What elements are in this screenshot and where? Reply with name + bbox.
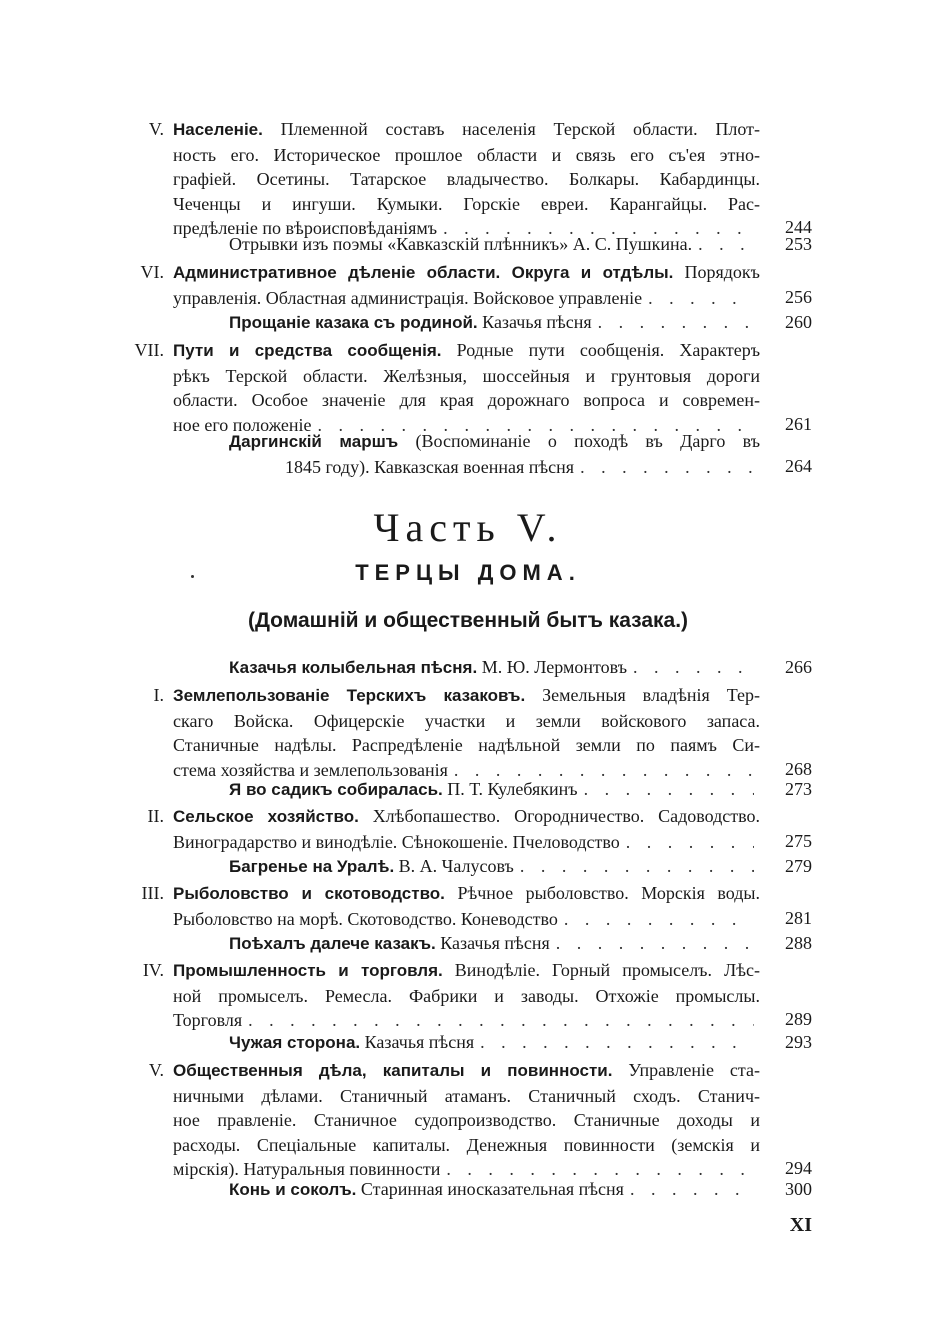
entry-line <box>173 683 760 709</box>
entry-line <box>173 117 760 143</box>
page-number: 289 <box>785 1009 812 1029</box>
dot-leader <box>648 286 754 311</box>
section-subtitle: (Домашній и общественный бытъ казака.) <box>247 609 689 632</box>
entry-line <box>229 777 760 803</box>
entry-line <box>173 984 760 1009</box>
entry-line-text: Племенной составъ населенія Терской области. Плот- <box>280 119 760 139</box>
page-number: 275 <box>785 830 812 851</box>
entry-heading: Землепользованіе Терскихъ казаковъ. <box>173 686 526 705</box>
entry-line-text: (Воспоминаніе о походѣ въ Дарго въ <box>415 431 760 451</box>
entry-line <box>173 338 760 364</box>
entry-text <box>173 260 760 310</box>
entry-line <box>173 733 760 758</box>
dot-leader <box>564 907 754 932</box>
entry-line <box>173 364 760 389</box>
entry-line-text: Родные пути сообщенія. Характеръ <box>456 340 761 360</box>
page-number: 261 <box>785 413 812 434</box>
entry-text <box>229 655 760 681</box>
entry-heading: Промышленность и торговля. <box>173 961 443 980</box>
entry-heading: Сельское хозяйство. <box>173 807 359 826</box>
entry-text <box>229 777 760 803</box>
chapter-number: VII. <box>134 340 164 360</box>
entry-line-text: стема хозяйства и землепользованія <box>173 759 448 780</box>
entry-line <box>173 1133 760 1158</box>
entry-heading: Даргинскій маршъ <box>229 432 399 451</box>
entry-line-text: скаго Войска. Офицерскіе участки и земли войскового запаса. <box>173 710 760 731</box>
entry-line-text: области. Особое значеніе для края дорожнаго вопроса и современ- <box>173 390 760 410</box>
entry-line <box>173 830 760 855</box>
entry-line-text: ность его. Историческое прошлое области и связь его съ'ея этно- <box>173 144 760 165</box>
entry-text <box>173 881 760 931</box>
dot-leader <box>556 931 754 956</box>
page-number: 260 <box>785 312 812 332</box>
entry-heading: Я во садикъ собиралась. <box>229 780 443 799</box>
chapter-number: II. <box>147 806 164 826</box>
entry-line <box>229 310 760 336</box>
entry-text <box>173 338 760 437</box>
entry-line <box>173 1108 760 1133</box>
page-number: 268 <box>785 758 812 779</box>
entry-text <box>173 683 760 782</box>
entry-line-text: ное его положеніе <box>173 414 312 435</box>
dot-leader <box>580 455 754 480</box>
entry-line <box>229 931 760 957</box>
entry-line-text: Хлѣбопашество. Огородничество. Садоводство. <box>372 806 760 826</box>
entry-line-text: управленія. Областная администрація. Войсковое управленіе <box>173 287 643 308</box>
entry-line-text: Станичные надѣлы. Распредѣленіе надѣльной земли по паямъ Си- <box>173 735 760 755</box>
dot-leader <box>633 655 754 680</box>
page-number: 273 <box>785 779 812 799</box>
entry-line-text: Старинная иносказательная пѣсня <box>360 1179 624 1199</box>
entry-line-text: В. А. Чалусовъ <box>398 856 514 876</box>
entry-line <box>173 192 760 217</box>
entry-line-text: Рѣчное рыболовство. Морскія воды. <box>457 883 760 903</box>
entry-text <box>229 232 760 257</box>
chapter-number: III. <box>141 883 164 903</box>
entry-heading: Административное дѣленіе области. Округа и отдѣлы. <box>173 263 674 282</box>
entry-text <box>173 117 760 241</box>
entry-text <box>229 931 760 957</box>
entry-line <box>173 143 760 168</box>
entry-line <box>173 1058 760 1084</box>
entry-text <box>229 1177 760 1203</box>
entry-text <box>173 1058 760 1182</box>
entry-line <box>173 286 760 311</box>
entry-heading: Чужая сторона. <box>229 1033 361 1052</box>
entry-line <box>173 958 760 984</box>
entry-line-text: рѣкъ Терской области. Желѣзныя, шоссейныя и грунтовыя дороги <box>173 365 760 386</box>
entry-line <box>173 167 760 192</box>
entry-line-text: 1845 году). Кавказская военная пѣсня <box>285 456 575 477</box>
page-number: 293 <box>785 1032 812 1052</box>
dot-leader <box>248 1008 754 1033</box>
entry-heading: Поѣхалъ далече казакъ. <box>229 934 436 953</box>
entry-line-text: ное правленіе. Станичное судопроизводство. Станичные доходы и <box>173 1110 760 1130</box>
entry-text <box>229 429 760 479</box>
entry-heading: Прощаніе казака съ родиной. <box>229 313 478 332</box>
entry-line-text: расходы. Спеціальные капиталы. Денежныя повинности (земскія и <box>173 1134 760 1155</box>
dot-leader <box>626 830 754 855</box>
dot-leader <box>598 310 754 335</box>
entry-line-text: графіей. Осетины. Татарское владычество. Болкары. Кабардинцы. <box>173 169 760 189</box>
entry-line <box>173 1084 760 1109</box>
entry-line <box>229 655 760 681</box>
entry-line <box>173 881 760 907</box>
page-number: 256 <box>785 286 812 307</box>
entry-line-text: предѣленіе по вѣроисповѣданіямъ <box>173 218 438 238</box>
entry-text <box>229 1030 760 1056</box>
entry-line-text: ничными дѣлами. Станичный атаманъ. Станичный сходъ. Станич- <box>173 1085 760 1106</box>
page-number: 294 <box>785 1158 812 1178</box>
page-number: 279 <box>785 856 812 876</box>
chapter-number: IV. <box>142 960 164 980</box>
entry-line <box>229 232 760 257</box>
entry-line-text: мірскія). Натуральныя повинности <box>173 1159 441 1179</box>
entry-line <box>173 388 760 413</box>
page-number: 300 <box>785 1179 812 1199</box>
entry-text <box>173 804 760 854</box>
entry-line-text: Винодѣліе. Горный промыселъ. Лѣс- <box>454 960 760 980</box>
entry-heading: Пути и средства сообщенія. <box>173 341 442 360</box>
page-number: 253 <box>785 234 812 254</box>
page-folio: XI <box>789 1214 812 1236</box>
entry-heading: Казачья колыбельная пѣсня. <box>229 658 478 677</box>
chapter-number: I. <box>153 685 164 705</box>
entry-text <box>173 958 760 1033</box>
page-number: 288 <box>785 933 812 953</box>
dot-leader <box>480 1030 754 1055</box>
entry-line-text: Торговля <box>173 1010 243 1030</box>
dot-leader <box>520 854 754 879</box>
page-number: 264 <box>785 455 812 476</box>
chapter-number: V. <box>148 119 164 139</box>
entry-line-text: М. Ю. Лермонтовъ <box>481 657 628 677</box>
page-number: 244 <box>785 217 812 237</box>
part-title: Часть V. <box>373 505 563 550</box>
entry-line <box>229 854 760 880</box>
entry-line <box>173 1008 760 1033</box>
entry-line <box>229 429 760 455</box>
entry-heading: Общественныя дѣла, капиталы и повинности. <box>173 1061 613 1080</box>
dot-leader <box>698 232 754 257</box>
entry-line-text: Рыболовство на морѣ. Скотоводство. Коневодство <box>173 908 558 929</box>
entry-line <box>173 907 760 932</box>
entry-line-text: ной промыселъ. Ремесла. Фабрики и заводы. Отхожіе промыслы. <box>173 985 760 1006</box>
entry-line-text: Чеченцы и ингуши. Кумыки. Горскіе евреи. Карангайцы. Рас- <box>173 193 760 214</box>
page-number: 281 <box>785 907 812 928</box>
entry-line-text: Виноградарство и винодѣліе. Сѣнокошеніе. Пчеловодство <box>173 831 620 852</box>
entry-line <box>285 455 760 480</box>
entry-heading: Населеніе. <box>173 120 263 139</box>
entry-line-text: П. Т. Кулебякинъ <box>447 779 578 799</box>
entry-line-text: Казачья пѣсня <box>364 1032 475 1052</box>
entry-line-text: Казачья пѣсня <box>482 312 592 332</box>
entry-line <box>173 709 760 734</box>
entry-text <box>229 854 760 880</box>
section-title: ТЕРЦЫ ДОМА. <box>355 560 581 585</box>
dot-leader <box>630 1177 754 1202</box>
entry-heading: Багренье на Уралѣ. <box>229 857 395 876</box>
chapter-number: V. <box>148 1060 164 1080</box>
chapter-number: VI. <box>140 262 164 282</box>
entry-line <box>229 1030 760 1056</box>
entry-line-text: Земельныя владѣнія Тер- <box>542 685 761 705</box>
entry-line <box>229 1177 760 1203</box>
entry-line-text: Отрывки изъ поэмы «Кавказскій плѣнникъ» А. С. Пушкина. <box>229 234 693 254</box>
entry-heading: Рыболовство и скотоводство. <box>173 884 445 903</box>
entry-heading: Конь и соколъ. <box>229 1180 357 1199</box>
entry-line <box>173 260 760 286</box>
entry-line-text: Казачья пѣсня <box>440 933 550 953</box>
entry-line-text: Порядокъ <box>684 262 760 282</box>
entry-line-text: Управленіе ста- <box>628 1060 760 1080</box>
page-number: 266 <box>785 657 812 677</box>
entry-line <box>173 804 760 830</box>
entry-text <box>229 310 760 336</box>
dot-leader <box>584 777 754 802</box>
